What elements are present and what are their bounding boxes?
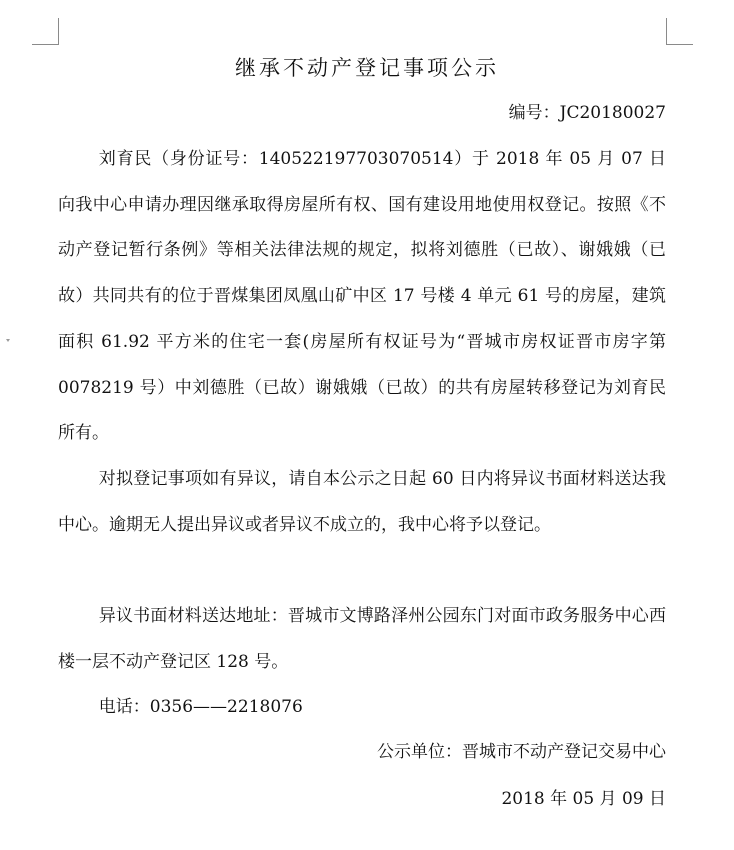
crop-mark-top-left [58,18,59,44]
paragraph-address: 异议书面材料送达地址：晋城市文博路泽州公园东门对面市政务服务中心西楼一层不动产登记区 128 号。 [58,606,666,672]
paragraph-objection: 对拟登记事项如有异议，请自本公示之日起 60 日内将异议书面材料送达我中心。逾期无人提出异议或者异议不成立的，我中心将予以登记。 [58,469,666,535]
paragraph-phone: 电话：0356——2218076 [98,697,303,717]
signature-date: 2018 年 05 月 09 日 [501,789,666,809]
document-number: 编号：JC20180027 [508,103,666,123]
paragraph-notice: 刘育民（身份证号：140522197703070514）于 2018 年 05 月 07 日向我中心申请办理因继承取得房屋所有权、国有建设用地使用权登记。按照《不动产登记暂行条例》等相关法律法规的规定，拟将刘德胜（已故）、谢娥娥（已故）共同共有的位于晋煤集团凤凰山矿中区 17 号楼 4 单元 61 号的房屋，建筑面积 61.92 平方米的住宅一套(房屋所有权证号为“晋城市房权证晋市房字第 0078219 号）中刘德胜（已故）谢娥娥（已故）的共有房屋转移登记为刘育民所有。 [58,149,666,444]
document-title: 继承不动产登记事项公示 [235,56,499,80]
signature-unit: 公示单位：晋城市不动产登记交易中心 [377,742,666,762]
margin-marker-icon [6,339,10,342]
crop-mark-top-right [666,44,693,45]
crop-mark-top-right [666,18,667,44]
crop-mark-top-left [32,44,59,45]
